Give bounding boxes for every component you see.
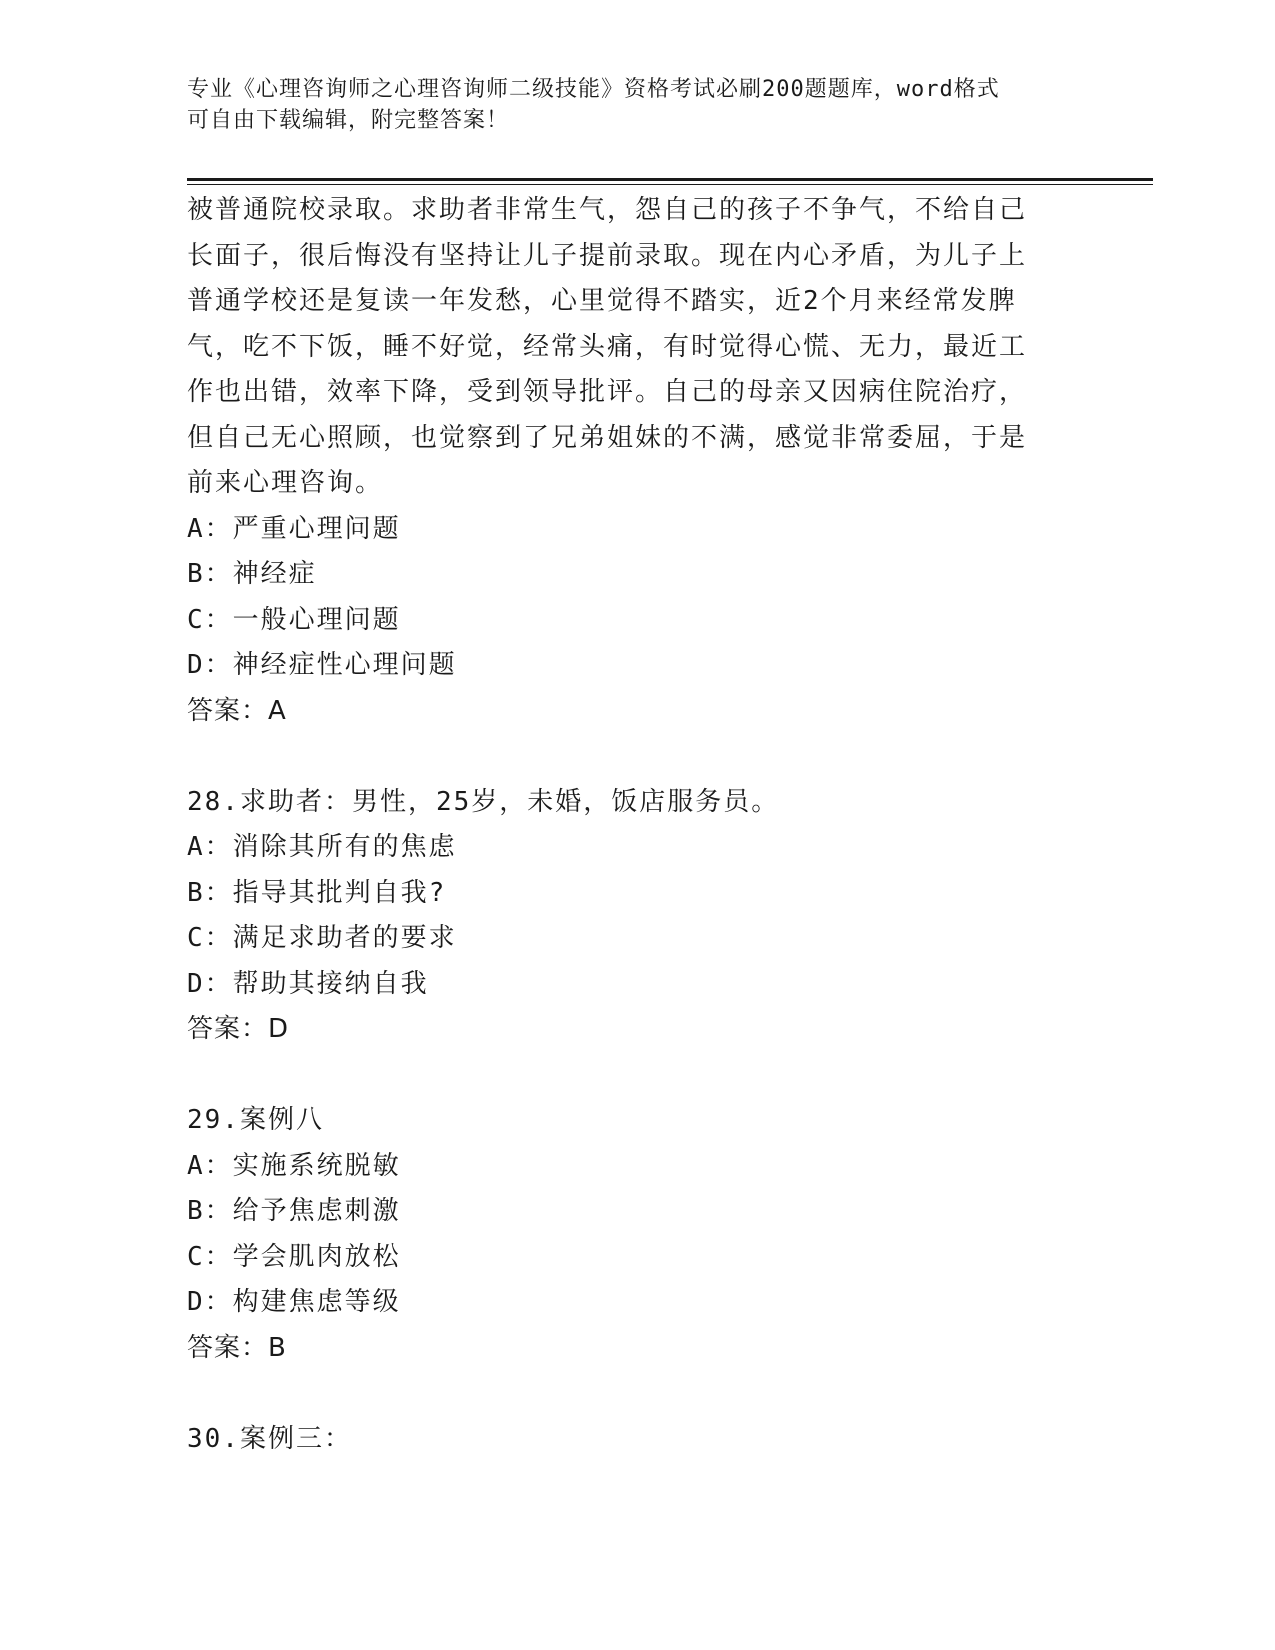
question-28 (187, 780, 1067, 1053)
option-c: C：一般心理问题 (187, 604, 401, 635)
case-text-line: 气，吃不下饭，睡不好觉，经常头痛，有时觉得心慌、无力，最近工 (187, 331, 1028, 362)
question-stem: 30.案例三： (187, 1423, 352, 1454)
option-d: D：构建焦虑等级 (187, 1287, 401, 1317)
document-header (187, 74, 1087, 136)
question-29 (187, 1098, 1067, 1371)
header-line-1: 专业《心理咨询师之心理咨询师二级技能》资格考试必刷200题题库，word格式 (187, 77, 1000, 102)
header-divider-thin (187, 184, 1153, 185)
question-stem: 29.案例八 (187, 1105, 324, 1135)
option-b: B：指导其批判自我? (187, 877, 447, 908)
header-divider-thick (187, 178, 1153, 181)
option-c: C：学会肌肉放松 (187, 1241, 401, 1272)
answer-line: 答案：B (187, 1332, 287, 1363)
case-text-line: 但自己无心照顾，也觉察到了兄弟姐妹的不满，感觉非常委屈，于是 (187, 422, 1028, 453)
option-a: A：严重心理问题 (187, 513, 401, 544)
option-c: C：满足求助者的要求 (187, 923, 457, 953)
option-a: A：消除其所有的焦虑 (187, 832, 457, 862)
spacer (187, 734, 1067, 780)
case-text-line: 普通学校还是复读一年发愁，心里觉得不踏实，近2个月来经常发脾 (187, 286, 1017, 316)
document-body (187, 188, 1067, 1462)
option-b: B：神经症 (187, 559, 317, 589)
case-text-line: 被普通院校录取。求助者非常生气，怨自己的孩子不争气，不给自己 (187, 195, 1028, 225)
case-text-line: 长面子，很后悔没有坚持让儿子提前录取。现在内心矛盾，为儿子上 (187, 240, 1028, 271)
spacer (187, 1053, 1067, 1099)
header-line-2: 可自由下载编辑，附完整答案！ (187, 108, 510, 133)
option-d: D：神经症性心理问题 (187, 650, 457, 680)
option-b: B：给予焦虑刺激 (187, 1196, 401, 1226)
option-a: A：实施系统脱敏 (187, 1150, 401, 1181)
answer-line: 答案：D (187, 1014, 290, 1044)
spacer (187, 1371, 1067, 1417)
case-text-line: 作也出错，效率下降，受到领导批评。自己的母亲又因病住院治疗， (187, 377, 1028, 407)
question-30 (187, 1417, 1067, 1463)
question-stem: 28.求助者：男性，25岁，未婚，饭店服务员。 (187, 786, 780, 817)
case-text-line: 前来心理咨询。 (187, 468, 384, 498)
option-d: D：帮助其接纳自我 (187, 968, 429, 999)
answer-line: 答案：A (187, 695, 287, 726)
question-27-continued (187, 188, 1067, 734)
